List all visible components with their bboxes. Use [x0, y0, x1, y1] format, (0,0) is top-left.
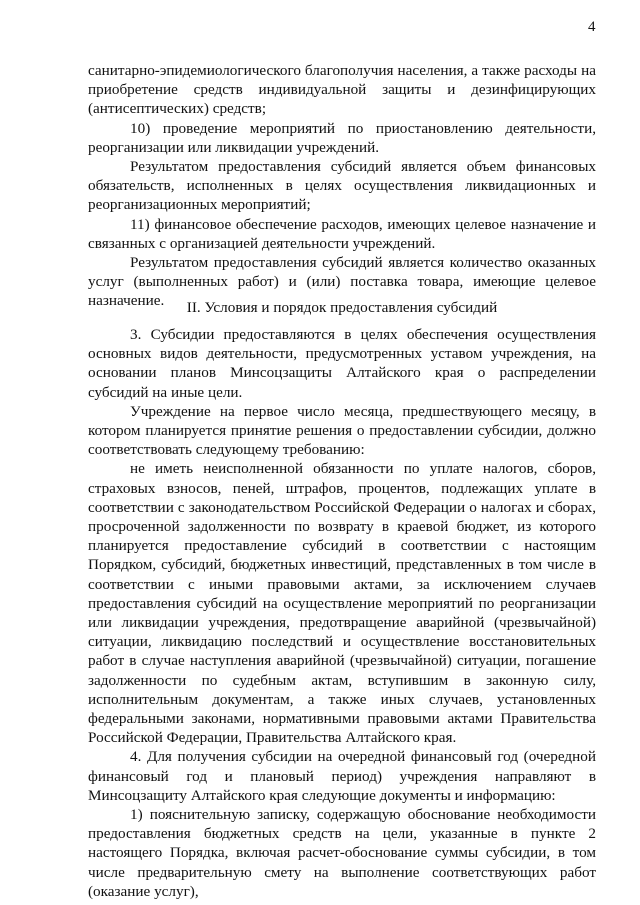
- paragraph-clause-3: 3. Субсидии предоставляются в целях обеспечения осуществления основных видов деятельности, предусмотренных уставом учреждения, на основании планов Минсоцзащиты Алтайского края о распределении субсидий на иные цели.: [88, 326, 596, 401]
- paragraph-clause-4: 4. Для получения субсидии на очередной финансовый год (очередной финансовый год и плановый период) учреждения направляют в Минсоцзащиту Алтайского края следующие документы и информацию:: [88, 748, 596, 804]
- paragraph-item-11: 11) финансовое обеспечение расходов, имеющих целевое назначение и связанных с организацией деятельности учреждений.: [88, 215, 596, 252]
- paragraph-clause-4-item-1: 1) пояснительную записку, содержащую обоснование необходимости предоставления бюджетных средств на цели, указанные в пункте 2 настоящего Порядка, включая расчет-обоснование суммы субсидии, в том числе предварительную смету на выполнение соответствующих работ (оказание услуг),: [88, 806, 596, 900]
- top-text-block: [88, 61, 596, 311]
- paragraph-requirement: не иметь неисполненной обязанности по уплате налогов, сборов, страховых взносов, пеней, штрафов, процентов, подлежащих уплате в соответствии с законодательством Российской Федерации о налогах и сборах, просроченной задолженности по возврату в краевой бюджет, из которого планируется предоставление субсидий в соответствии с настоящим Порядком, субсидий, бюджетных инвестиций, представленных в том числе в соответствии с иными правовыми актами, за исключением случаев предоставления субсидий на осуществление мероприятий по реорганизации или ликвидации учреждения, предотвращение аварийной (чрезвычайной) ситуации, ликвидацию последствий и осуществление восстановительных работ в случае наступления аварийной (чрезвычайной) ситуации, погашение задолженности по судебным актам, вступившим в законную силу, исполнительным документам, а также иных случаев, установленных федеральными законами, нормативными правовыми актами Правительства Российской Федерации, Правительства Алтайского края.: [88, 460, 596, 747]
- paragraph-item-10: 10) проведение мероприятий по приостановлению деятельности, реорганизации или ликвидации учреждений.: [88, 119, 596, 156]
- section-heading: II. Условия и порядок предоставления субсидий: [186, 299, 498, 316]
- paragraph-requirement-intro: Учреждение на первое число месяца, предшествующего месяцу, в котором планируется принятие решения о предоставлении субсидии, должно соответствовать следующему требованию:: [88, 402, 596, 459]
- paragraph-continuation: санитарно-эпидемиологического благополучия населения, а также расходы на приобретение средств индивидуальной защиты и дезинфицирующих (антисептических) средств;: [88, 62, 596, 118]
- paragraph-result-11: Результатом предоставления субсидий является количество оказанных услуг (выполненных работ) и (или) поставка товара, имеющие целевое назначение.: [88, 254, 596, 310]
- page-number: 4: [588, 19, 596, 35]
- section-text-block: [88, 325, 596, 901]
- paragraph-result-10: Результатом предоставления субсидий является объем финансовых обязательств, исполненных в целях осуществления ликвидационных и реорганизационных мероприятий;: [88, 158, 596, 214]
